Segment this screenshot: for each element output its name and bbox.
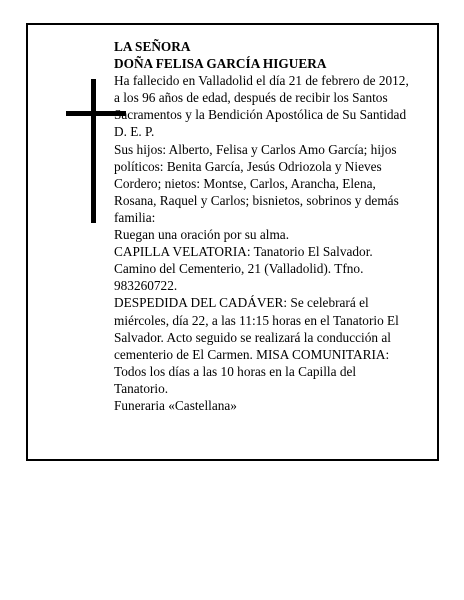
obituary-text-line: CAPILLA VELATORIA: Tanatorio El Salvador. (114, 244, 373, 260)
obituary-text-line: Rosana, Raquel y Carlos; bisnietos, sobrinos y demás (114, 192, 399, 208)
obituary-heading-line: LA SEÑORA (114, 39, 191, 54)
obituary-text-line: Cordero; nietos: Montse, Carlos, Arancha, Elena, (114, 175, 376, 191)
obituary-text-line: 983260722. (114, 278, 178, 294)
obituary-text-line: familia: (114, 209, 156, 225)
obituary-text-line: políticos: Benita García, Jesús Odriozola y Nieves (114, 158, 382, 174)
obituary-text-line: Ruegan una oración por su alma. (114, 227, 290, 243)
obituary-text-line: Sacramentos y la Bendición Apostólica de Su Santidad (114, 107, 407, 123)
obituary-text-line: Salvador. Acto seguido se realizará la conducción al (114, 329, 391, 345)
obituary-text-line: Funeraria «Castellana» (114, 397, 237, 413)
obituary-text-line: DESPEDIDA DEL CADÁVER: Se celebrará el (114, 295, 369, 311)
obituary-text-line: Ha fallecido en Valladolid el día 21 de febrero de 2012, (114, 73, 409, 89)
obituary-text-line: Sus hijos: Alberto, Felisa y Carlos Amo García; hijos (114, 141, 397, 157)
obituary-text-line: Tanatorio. (114, 380, 169, 396)
obituary-text-line: Camino del Cementerio, 21 (Valladolid). Tfno. (114, 261, 364, 277)
obituary-text-line: Todos los días a las 10 horas en la Capilla del (114, 363, 357, 379)
obituary-text-line: D. E. P. (114, 124, 155, 140)
obituary-text-line: cementerio de El Carmen. MISA COMUNITARIA: (114, 346, 390, 362)
obituary-heading-line: DOÑA FELISA GARCÍA HIGUERA (114, 56, 327, 72)
obituary-text-line: miércoles, día 22, a las 11:15 horas en el Tanatorio El (114, 312, 399, 328)
obituary-text-line: a los 96 años de edad, después de recibir los Santos (114, 90, 388, 106)
cross-vertical-bar (91, 79, 96, 223)
obituary-text (114, 38, 426, 414)
